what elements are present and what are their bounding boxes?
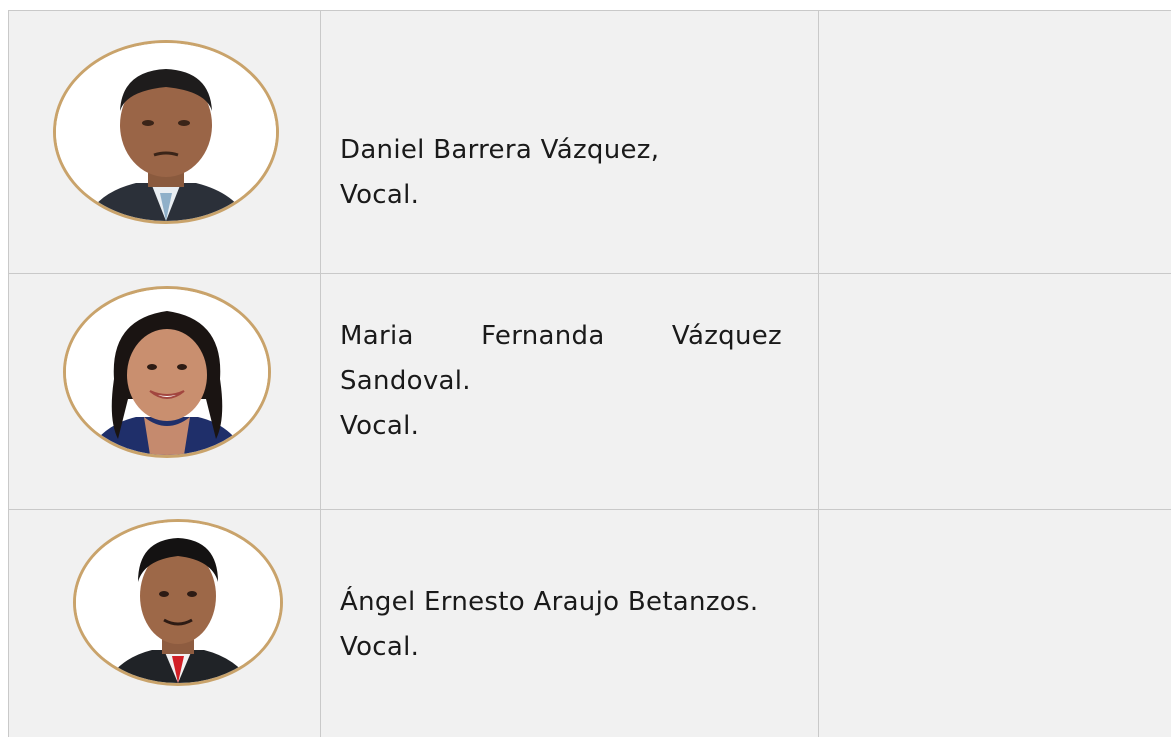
member-name [340, 314, 782, 449]
member-photo [53, 40, 279, 224]
members-table [8, 10, 1171, 737]
name-cell [321, 510, 819, 737]
photo-cell [9, 11, 321, 273]
name-cell [321, 11, 819, 273]
member-name-line: Daniel Barrera Vázquez, [340, 135, 660, 165]
member-photo [73, 519, 283, 686]
name-cell [321, 274, 819, 509]
member-name-line [340, 314, 782, 359]
person-portrait-icon [56, 43, 276, 221]
name-word: Maria [340, 321, 414, 351]
name-word: Vázquez [671, 321, 782, 351]
empty-cell [819, 274, 1171, 509]
table-row [9, 274, 1171, 510]
table-row [9, 11, 1171, 274]
table-row [9, 510, 1171, 737]
empty-cell [819, 510, 1171, 737]
member-role: Vocal. [340, 632, 420, 662]
person-portrait-icon [66, 289, 268, 455]
name-word: Fernanda [481, 321, 605, 351]
member-name [340, 580, 782, 670]
member-role: Vocal. [340, 180, 420, 210]
member-photo [63, 286, 271, 458]
member-role: Vocal. [340, 411, 420, 441]
member-name-line: Ángel Ernesto Araujo Betanzos. [340, 587, 759, 617]
photo-cell [9, 274, 321, 509]
member-name-line: Sandoval. [340, 366, 471, 396]
empty-cell [819, 11, 1171, 273]
member-name [340, 128, 782, 218]
photo-cell [9, 510, 321, 737]
person-portrait-icon [76, 522, 280, 683]
